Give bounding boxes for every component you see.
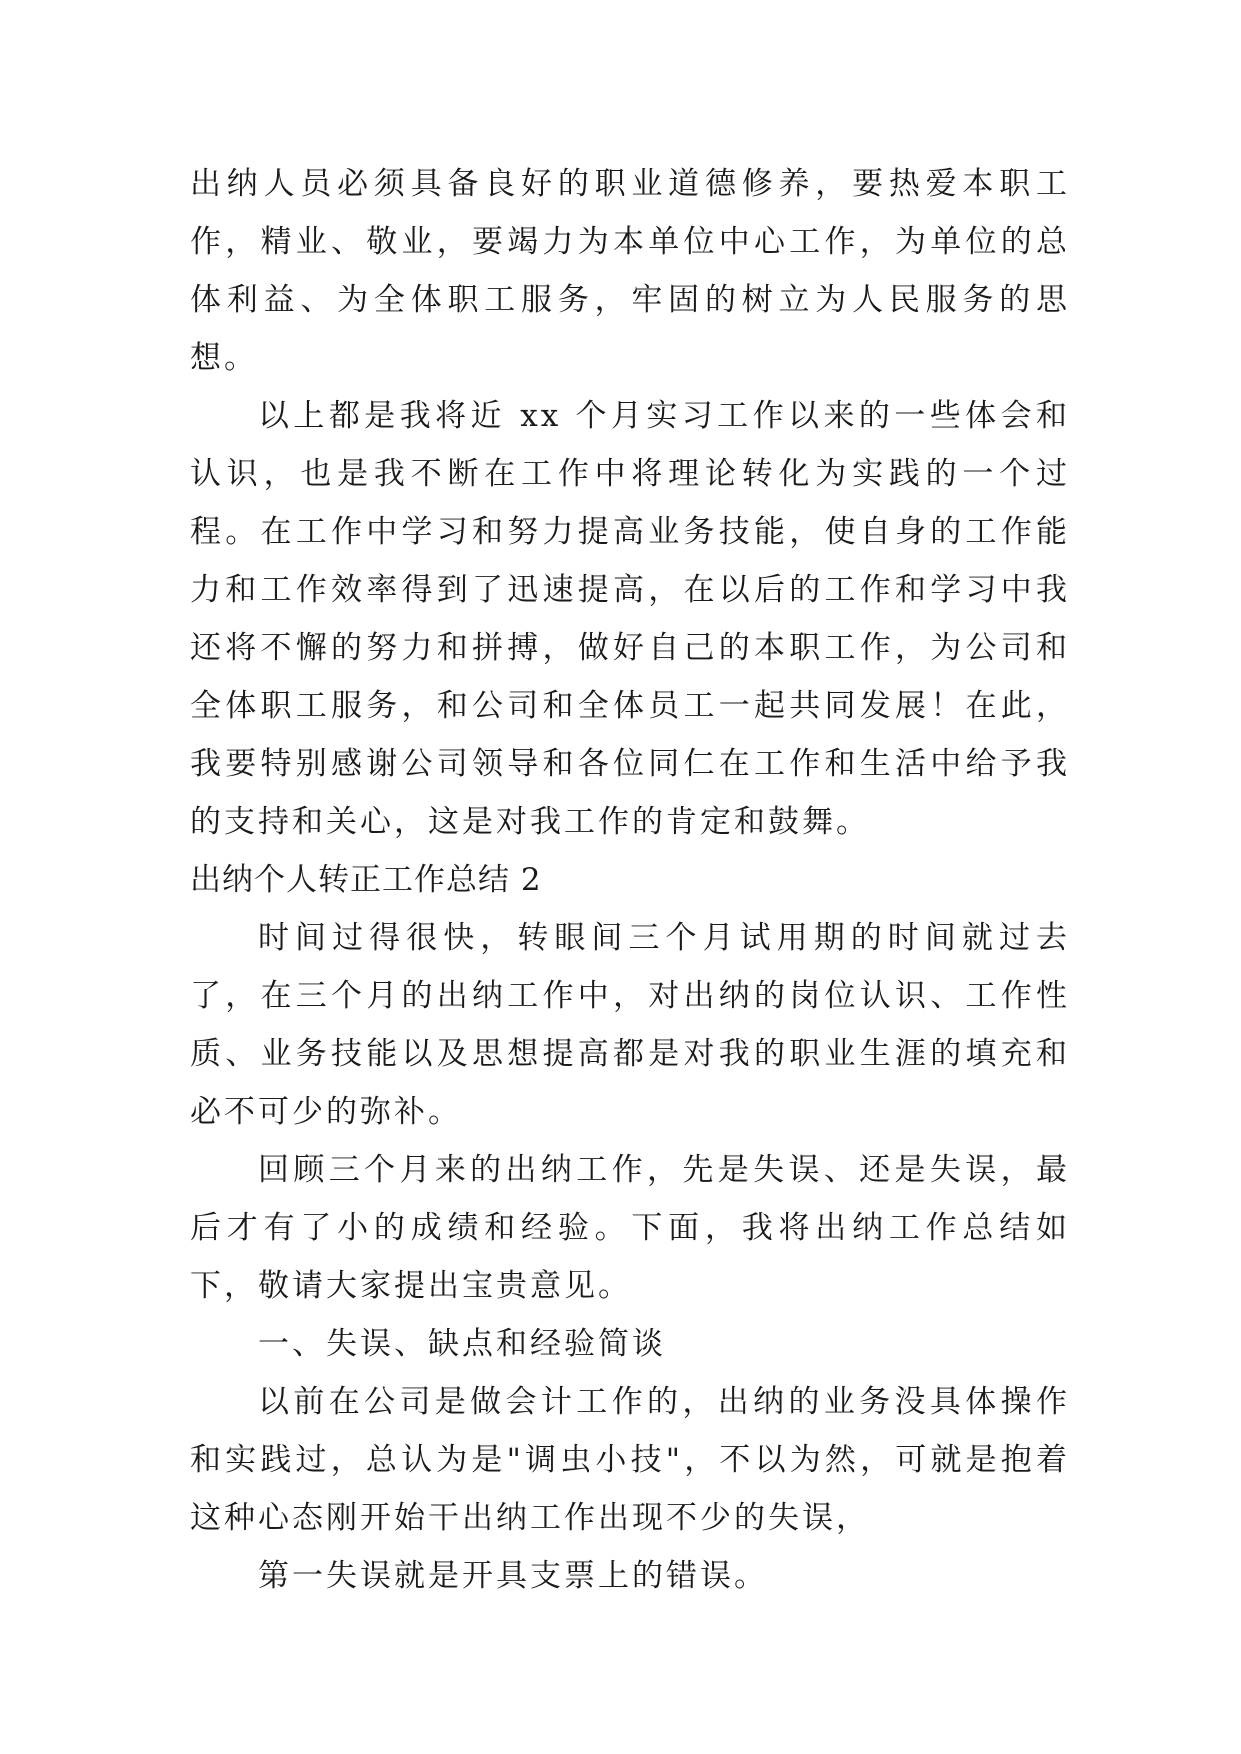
paragraph-5: 以前在公司是做会计工作的，出纳的业务没具体操作和实践过，总认为是"调虫小技"，不以为然，可就是抱着这种心态刚开始干出纳工作出现不少的失误， xyxy=(190,1384,1070,1536)
document-body xyxy=(190,155,1070,1605)
paragraph-3: 时间过得很快，转眼间三个月试用期的时间就过去了，在三个月的出纳工作中，对出纳的岗位认识、工作性质、业务技能以及思想提高都是对我的职业生涯的填充和必不可少的弥补。 xyxy=(190,920,1070,1130)
paragraph-1: 出纳人员必须具备良好的职业道德修养，要热爱本职工作，精业、敬业，要竭力为本单位中心工作，为单位的总体利益、为全体职工服务，牢固的树立为人民服务的思想。 xyxy=(190,166,1070,376)
subsection-heading: 一、失误、缺点和经验简谈 xyxy=(258,1326,666,1362)
paragraph-2: 以上都是我将近 xx 个月实习工作以来的一些体会和认识，也是我不断在工作中将理论转化为实践的一个过程。在工作中学习和努力提高业务技能，使自身的工作能力和工作效率得到了迅速提高，在以后的工作和学习中我还将不懈的努力和拼搏，做好自己的本职工作，为公司和全体职工服务，和公司和全体员工一起共同发展！在此，我要特别感谢公司领导和各位同仁在工作和生活中给予我的支持和关心，这是对我工作的肯定和鼓舞。 xyxy=(190,398,1070,840)
paragraph-4: 回顾三个月来的出纳工作，先是失误、还是失误，最后才有了小的成绩和经验。下面，我将出纳工作总结如下，敬请大家提出宝贵意见。 xyxy=(190,1152,1070,1304)
section-heading: 出纳个人转正工作总结 2 xyxy=(190,862,542,898)
paragraph-6: 第一失误就是开具支票上的错误。 xyxy=(258,1558,768,1594)
